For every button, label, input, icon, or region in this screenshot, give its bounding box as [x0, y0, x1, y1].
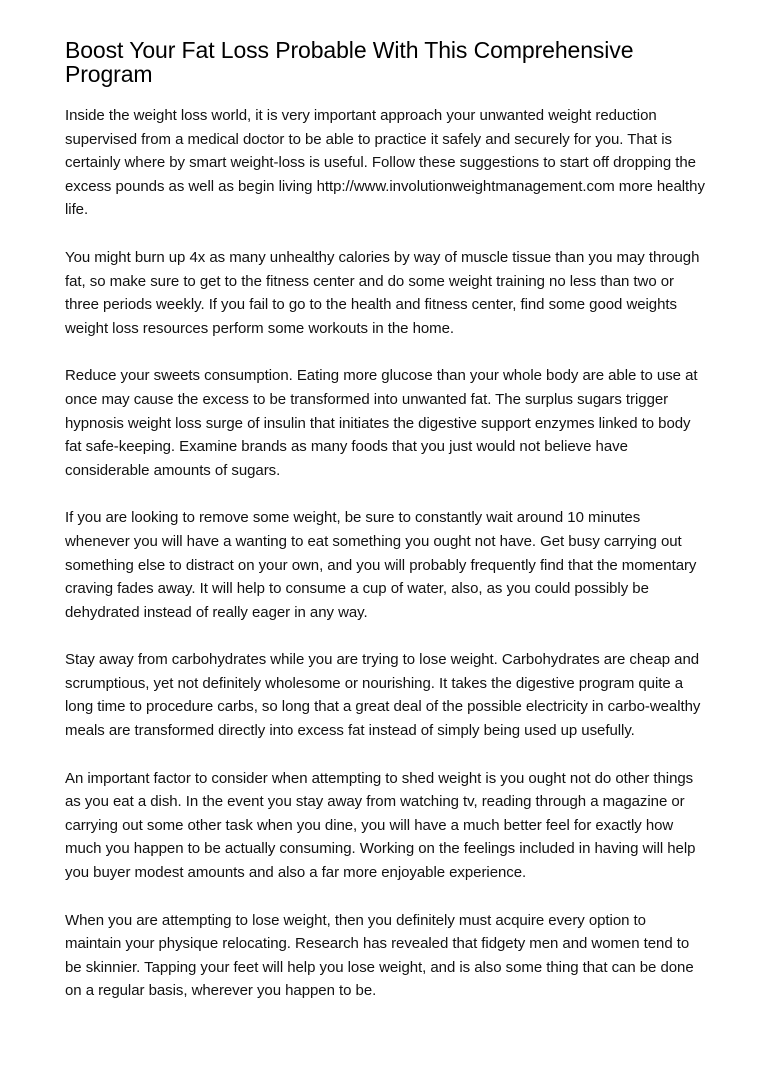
- paragraph-7: When you are attempting to lose weight, then you definitely must acquire every option to maintain your physique relocating. Research has revealed that fidgety men and women tend to be skinnier. Tapping your feet will help you lose weight, and is also some thing that can be done on a regular basis, wherever you happen to be.: [65, 911, 694, 1000]
- document-body: [65, 104, 706, 1003]
- paragraph-2: You might burn up 4x as many unhealthy calories by way of muscle tissue than you may through fat, so make sure to get to the fitness center and do some weight training no less than two or three periods weekly. If you fail to go to the health and fitness center, find some good weights weight loss resources perform some workouts in the home.: [65, 248, 700, 337]
- paragraph-5: Stay away from carbohydrates while you are trying to lose weight. Carbohydrates are cheap and scrumptious, yet not definitely wholesome or nourishing. It takes the digestive program quite a long time to procedure carbs, so long that a great deal of the possible electricity in carbo-wealthy meals are transformed directly into excess fat instead of simply being used up usefully.: [65, 651, 701, 740]
- page-title: Boost Your Fat Loss Probable With This Comprehensive Program: [65, 37, 634, 87]
- paragraph-3: Reduce your sweets consumption. Eating more glucose than your whole body are able to use at once may cause the excess to be transformed into unwanted fat. The surplus sugars trigger hypnosis weight loss surge of insulin that initiates the digestive support enzymes linked to body fat safe-keeping. Examine brands as many foods that you just would not believe have considerable amounts of sugars.: [65, 367, 698, 479]
- paragraph-6: An important factor to consider when attempting to shed weight is you ought not do other things as you eat a dish. In the event you stay away from watching tv, reading through a magazine or carrying out some other task when you dine, you will have a much better feel for exactly how much you happen to be actually consuming. Working on the feelings included in having will help you buyer modest amounts and also a far more enjoyable experience.: [65, 769, 696, 882]
- paragraph-4: If you are looking to remove some weight, be sure to constantly wait around 10 minutes whenever you will have a wanting to eat something you ought not have. Get busy carrying out something else to distract on your own, and you will probably frequently find that the momentary craving fades away. It will help to consume a cup of water, also, as you could possibly be dehydrated instead of really eager in any way.: [65, 509, 697, 621]
- paragraph-1: Inside the weight loss world, it is very important approach your unwanted weight reduction supervised from a medical doctor to be able to practice it safely and securely for you. That is certainly where by smart weight-loss is useful. Follow these suggestions to start off dropping the excess pounds as well as begin living http://www.involutionweightmanagement.com more healthy life.: [65, 107, 705, 219]
